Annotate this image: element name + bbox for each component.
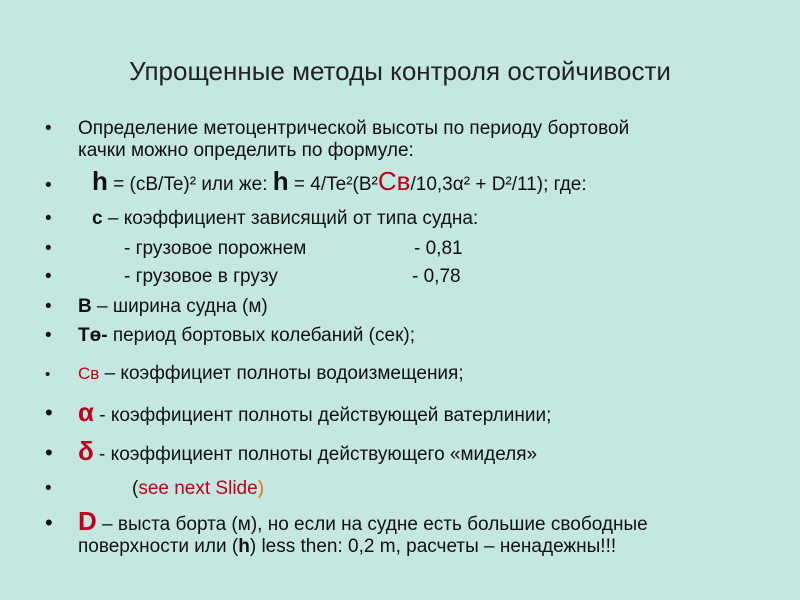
symbol-cb: Cв bbox=[377, 166, 411, 196]
bullet: • bbox=[45, 400, 53, 425]
bullet: • bbox=[45, 208, 52, 229]
slide-title: Упрощенные методы контроля остойчивости bbox=[129, 56, 671, 86]
symbol-alpha: α bbox=[78, 397, 94, 427]
text-line-1a: Определение метоцентрической высоты по периоду бортовой bbox=[78, 118, 630, 139]
symbol-b: B bbox=[78, 296, 92, 317]
bullet: • bbox=[45, 118, 52, 139]
text-line-3 bbox=[92, 208, 478, 230]
text-coef-c: – коэффициент зависящий от типа судна: bbox=[102, 208, 479, 229]
symbol-t: Tө- bbox=[78, 325, 108, 346]
paren-close: ) bbox=[257, 478, 265, 499]
bullet: • bbox=[45, 510, 53, 535]
text-unreliable: ) less then: 0,2 m, расчеты – ненадежны!!! bbox=[249, 536, 617, 557]
text-alpha: - коэффициент полноты действующей ватерлинии; bbox=[93, 405, 552, 426]
text-width: – ширина судна (м) bbox=[91, 296, 268, 317]
cargo-empty-value: - 0,81 bbox=[414, 238, 463, 259]
text-line-6 bbox=[78, 296, 268, 318]
symbol-c: с bbox=[92, 208, 103, 229]
text-line-1b: качки можно определить по формуле: bbox=[78, 140, 414, 161]
bullet: • bbox=[45, 296, 52, 317]
text-line-10 bbox=[78, 436, 538, 466]
symbol-cb: Св bbox=[78, 364, 100, 383]
formula-part-b: = 4/Te²(B² bbox=[288, 174, 378, 195]
formula-part-a: = (cB/Te)² или же: bbox=[107, 174, 273, 195]
text-surfaces: поверхности или ( bbox=[78, 536, 239, 557]
text-line-12a bbox=[78, 506, 648, 536]
paren-open: ( bbox=[132, 478, 139, 499]
text-line-12b bbox=[78, 536, 616, 558]
formula-line bbox=[92, 166, 587, 196]
cargo-loaded-label: - грузовое в грузу bbox=[124, 266, 278, 287]
bullet: • bbox=[45, 478, 52, 499]
text-line-7 bbox=[78, 325, 415, 347]
cargo-loaded-value: - 0,78 bbox=[412, 266, 461, 287]
formula-part-c: /10,3α² + D²/11); где: bbox=[410, 174, 587, 195]
bullet: • bbox=[45, 366, 51, 383]
symbol-h: h bbox=[238, 536, 250, 557]
bullet: • bbox=[45, 440, 53, 465]
cargo-empty-label: - грузовое порожнем bbox=[124, 238, 307, 259]
bullet: • bbox=[45, 266, 52, 287]
bullet: • bbox=[45, 238, 52, 259]
bullet: • bbox=[45, 325, 52, 346]
bullet: • bbox=[45, 175, 52, 196]
text-period: период бортовых колебаний (сек); bbox=[107, 325, 415, 346]
symbol-delta: δ bbox=[78, 436, 94, 466]
text-delta: - коэффициент полноты действующего «миделя» bbox=[93, 444, 538, 465]
symbol-h: h bbox=[92, 166, 108, 196]
symbol-d: D bbox=[78, 506, 97, 536]
text-line-9 bbox=[78, 397, 552, 427]
symbol-h: h bbox=[272, 166, 289, 196]
see-next-slide-note bbox=[132, 478, 264, 500]
see-next-slide-link[interactable]: see next Slide bbox=[138, 478, 258, 499]
text-depth: – выста борта (м), но если на судне есть большие свободные bbox=[96, 514, 648, 535]
text-line-8 bbox=[78, 363, 464, 385]
text-cb: – коэффициет полноты водоизмещения; bbox=[99, 363, 464, 384]
